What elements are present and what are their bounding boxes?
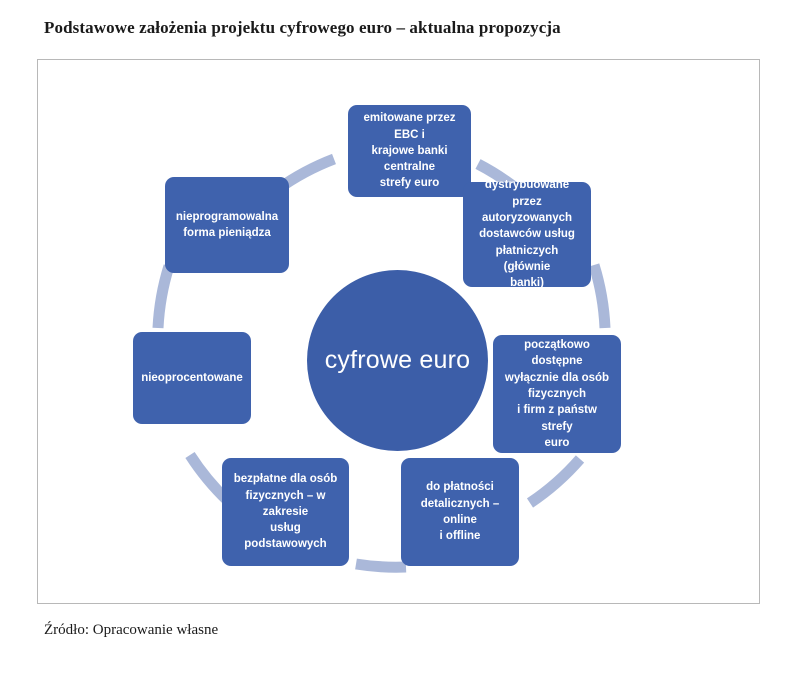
node-line: wyłącznie dla osób: [504, 371, 610, 384]
node-line: strefy euro: [379, 177, 440, 190]
node-line: początkowo dostępne: [524, 338, 590, 368]
node-line: do płatności: [426, 481, 494, 494]
node-line-text: i offline: [439, 530, 481, 543]
node-line: emitowane przez EBC i: [363, 112, 456, 141]
node-line: fizycznych – w zakresie: [245, 489, 326, 518]
center-label-line1: cyfrowe: [324, 345, 413, 374]
node-line: autoryzowanych: [481, 212, 573, 225]
diagram-node-availability[interactable]: [493, 335, 621, 453]
node-line: [409, 496, 511, 529]
node-line: dostawców usług: [479, 228, 575, 241]
node-line: [409, 528, 511, 544]
node-line: dystrybuowane przez: [484, 179, 570, 208]
center-label: [307, 270, 488, 451]
source-note: Źródło: Opracowanie własne: [44, 622, 219, 638]
diagram-node-retail-payments[interactable]: [401, 458, 519, 566]
node-line: bezpłatne dla osób: [233, 473, 338, 486]
cycle-diagram: [38, 60, 761, 605]
diagram-node-issuance[interactable]: [348, 105, 471, 197]
node-line-text: detalicznych – online: [420, 497, 500, 526]
node-line: nieoprocentowane: [141, 371, 243, 384]
center-label-line2: euro: [419, 345, 471, 374]
node-line: nieprogramowalna: [175, 210, 279, 223]
node-line: krajowe banki centralne: [371, 144, 448, 174]
diagram-node-non-programmable[interactable]: [165, 177, 289, 273]
node-line: i firm z państw strefy: [517, 404, 597, 433]
node-line: fizycznych: [527, 387, 587, 400]
diagram-node-free-of-charge[interactable]: [222, 458, 349, 566]
diagram-node-non-interest-bearing[interactable]: [133, 332, 251, 424]
diagram-node-distribution[interactable]: [463, 179, 591, 290]
node-line: banki): [510, 277, 544, 290]
node-line: płatniczych (głównie: [495, 244, 559, 273]
figure-frame: [37, 59, 760, 604]
node-line: forma pieniądza: [183, 227, 271, 239]
node-line: euro: [544, 436, 570, 449]
node-line: usług podstawowych: [244, 522, 327, 551]
page-title: Podstawowe założenia projektu cyfrowego euro – aktualna propozycja: [44, 18, 561, 37]
